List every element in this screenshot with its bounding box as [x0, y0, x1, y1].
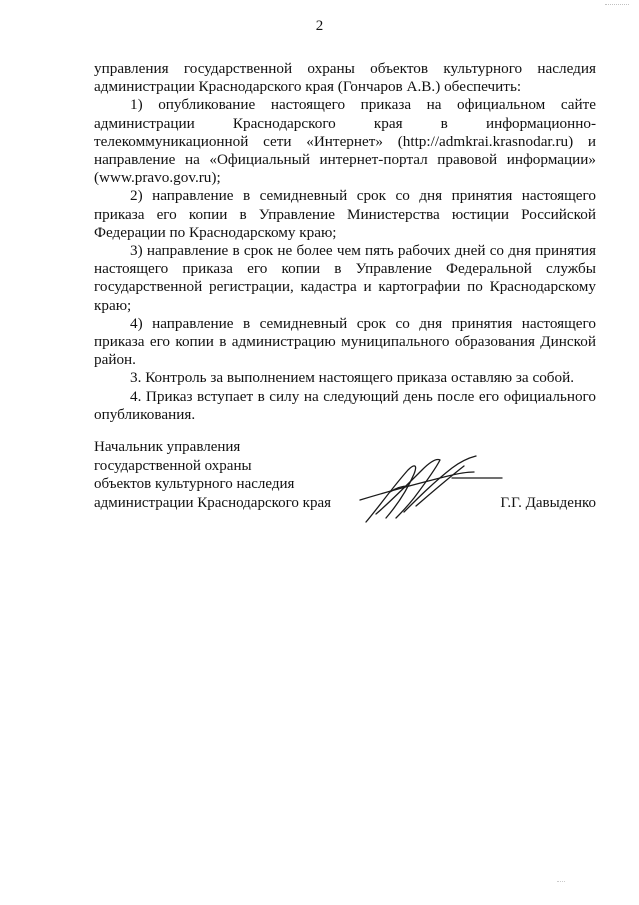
paragraph-item-4: 4) направление в семидневный срок со дня принятия настоящего приказа его копии в администрацию муниципального образования Динской район.	[94, 314, 596, 369]
paragraph-intro: управления государственной охраны объектов культурного наследия администрации Краснодарского края (Гончаров А.В.) обеспечить:	[94, 60, 596, 96]
paragraph-item-2: 2) направление в семидневный срок со дня принятия настоящего приказа его копии в Управление Министерства юстиции Российской Федерации по Краснодарскому краю;	[94, 187, 596, 241]
signature-block	[94, 438, 596, 528]
scan-artifact	[557, 881, 565, 883]
paragraph-item-1: 1) опубликование настоящего приказа на официальном сайте администрации Краснодарского края в информационно-телекоммуникационной сети «Интернет» (http://admkrai.krasnodar.ru) и направление на «Официальный интернет-портал правовой информации» (www.pravo.gov.ru);	[94, 96, 596, 187]
signatory-position	[94, 438, 331, 512]
handwritten-signature-icon	[356, 448, 506, 530]
signatory-position-line: государственной охраны	[94, 457, 252, 474]
signatory-name: Г.Г. Давыденко	[500, 495, 596, 511]
signatory-position-line: администрации Краснодарского края	[94, 494, 332, 511]
paragraph-item-3: 3) направление в срок не более чем пять рабочих дней со дня принятия настоящего приказа его копии в Управление Федеральной службы государственной регистрации, кадастра и картографии по Краснодарскому краю;	[94, 242, 596, 314]
signatory-position-line: Начальник управления	[94, 439, 241, 455]
scan-corner-mark	[605, 4, 629, 8]
document-body	[94, 60, 596, 424]
paragraph-clause-3: 3. Контроль за выполнением настоящего приказа оставляю за собой.	[130, 369, 575, 387]
paragraph-clause-4: 4. Приказ вступает в силу на следующий день после его официального опубликования.	[94, 387, 596, 423]
signatory-position-line: объектов культурного наследия	[94, 476, 295, 492]
page-number: 2	[315, 18, 324, 34]
